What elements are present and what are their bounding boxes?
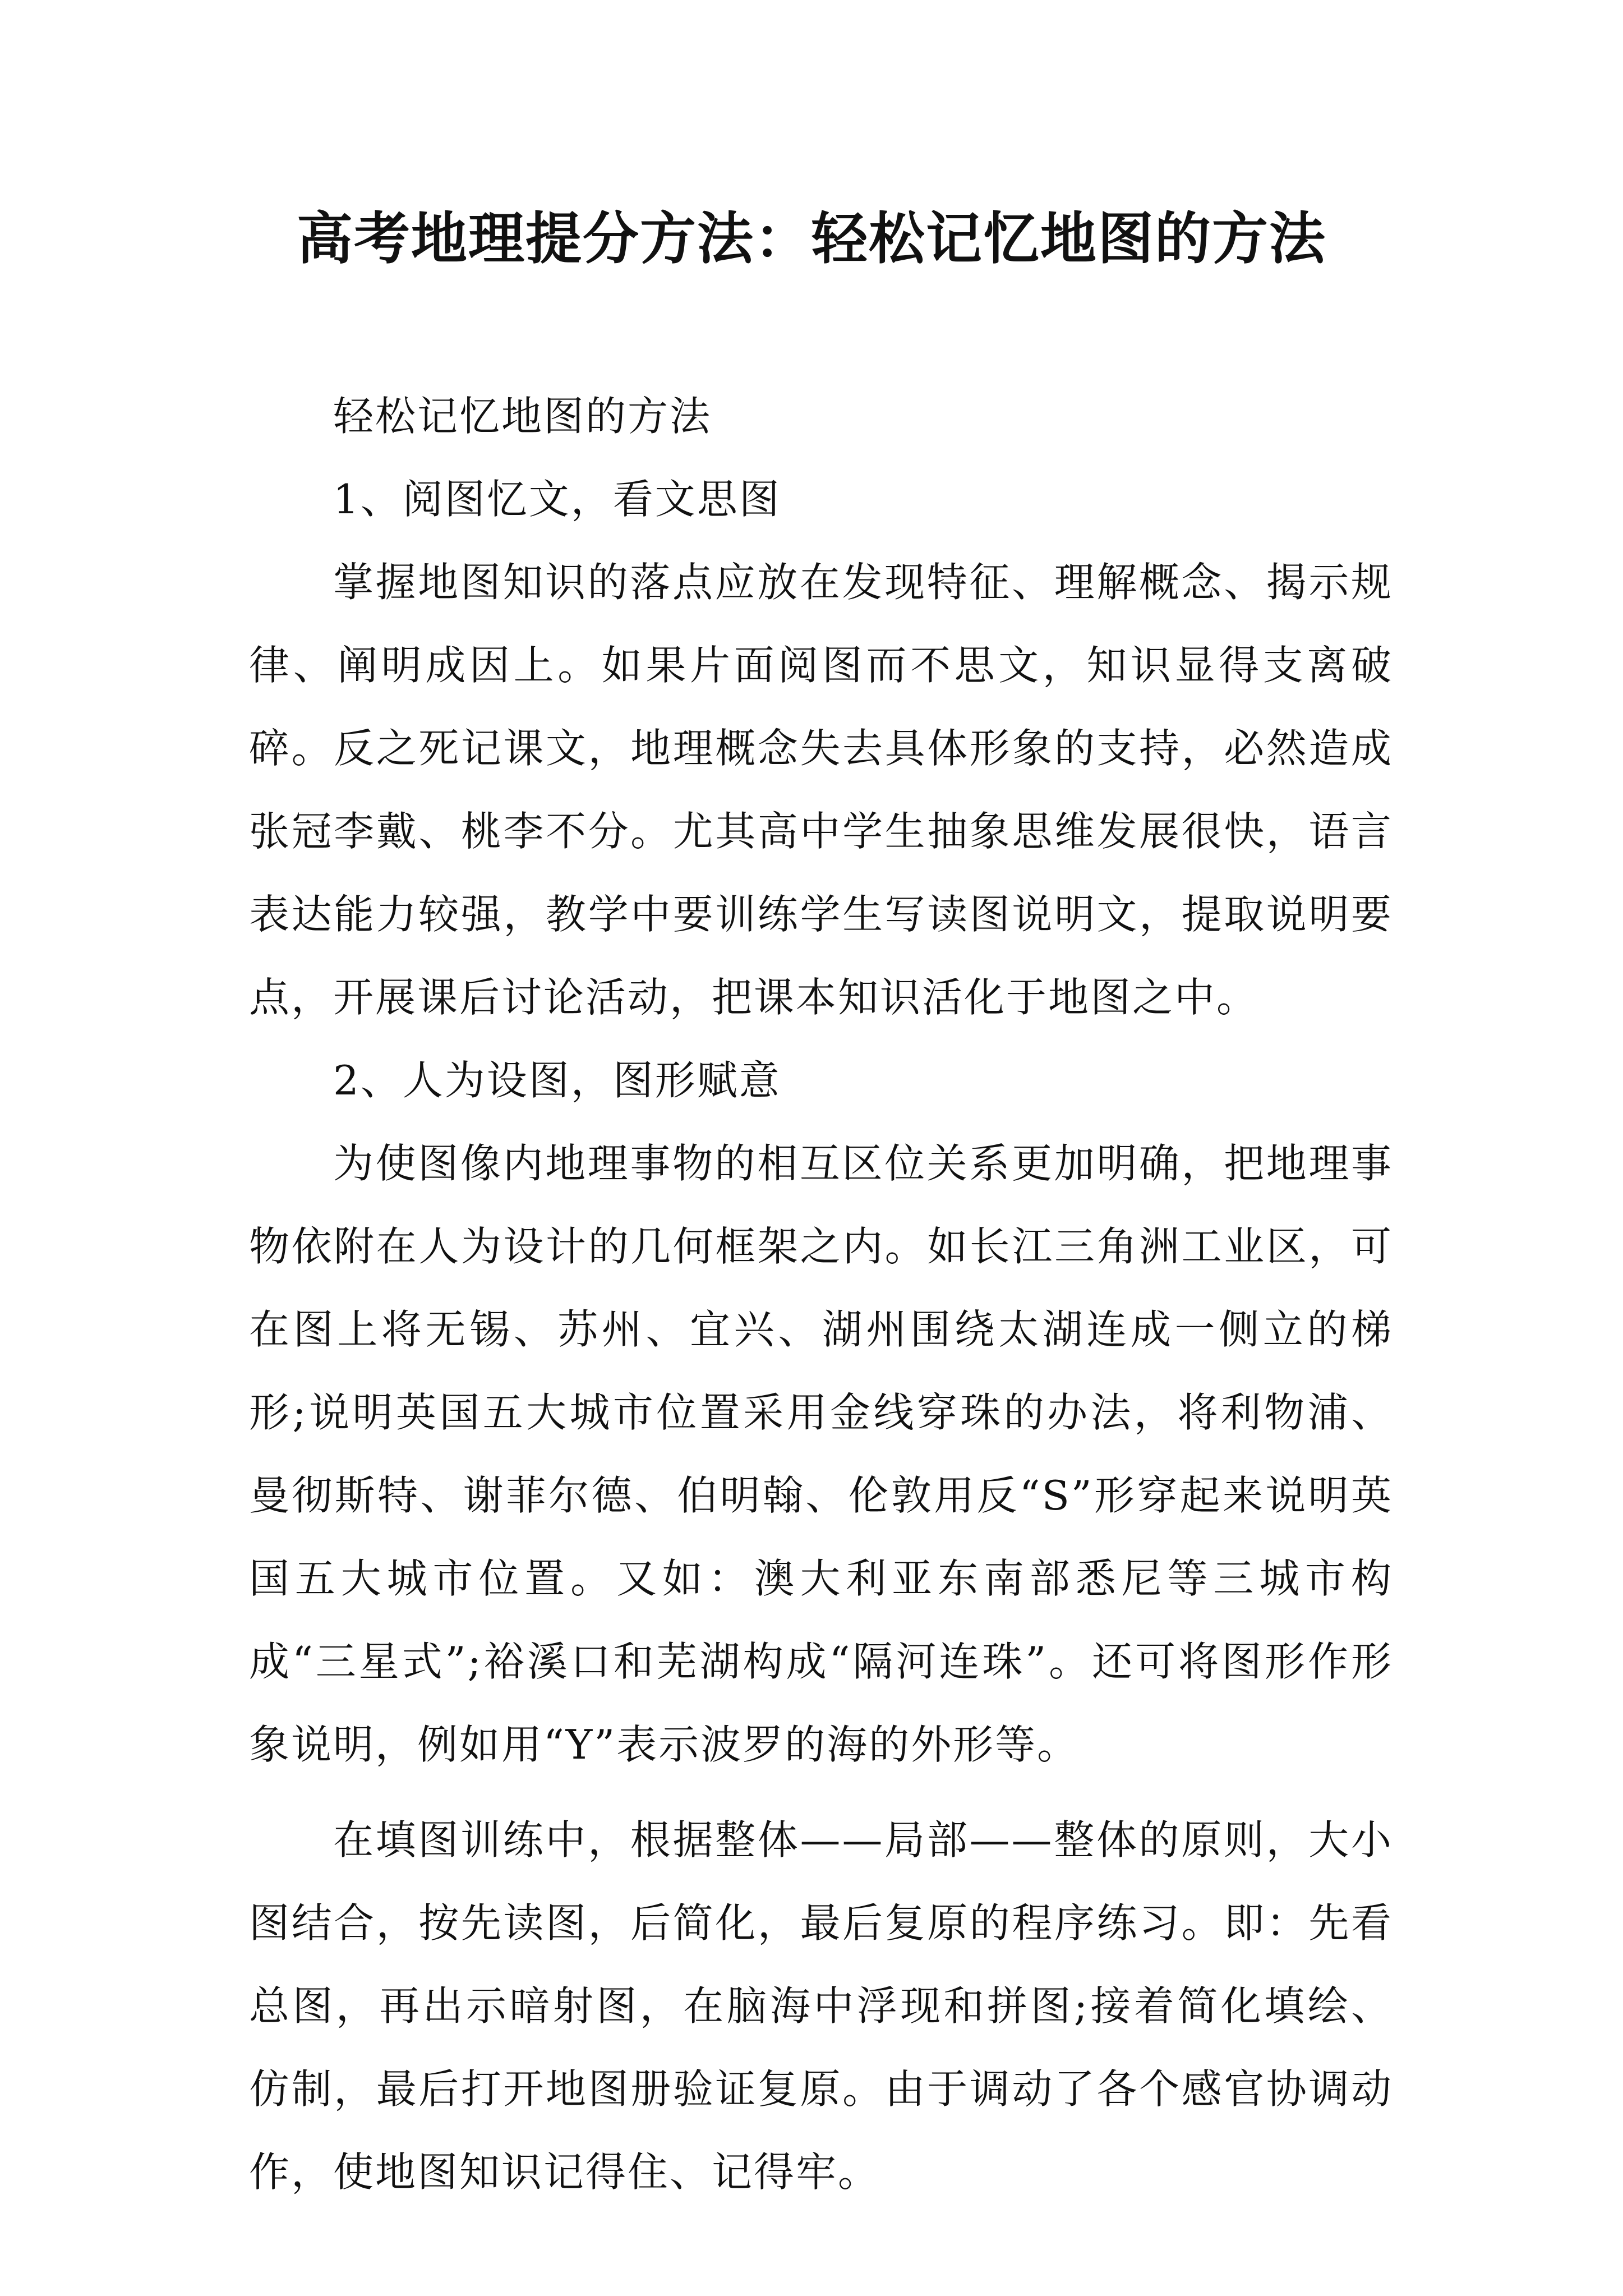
- document-body: [249, 375, 1393, 2214]
- paragraph-3: 在填图训练中，根据整体——局部——整体的原则，大小图结合，按先读图，后简化，最后复原的程序练习。即：先看总图，再出示暗射图，在脑海中浮现和拼图;接着简化填绘、仿制，最后打开地图册验证复原。由于调动了各个感官协调动作，使地图知识记得住、记得牢。: [249, 1816, 1393, 2196]
- section-heading-main: 轻松记忆地图的方法: [333, 393, 712, 440]
- section-heading-1: 1、阅图忆文，看文思图: [333, 476, 781, 523]
- paragraph-2: 为使图像内地理事物的相互区位关系更加明确，把地理事物依附在人为设计的几何框架之内。如长江三角洲工业区，可在图上将无锡、苏州、宜兴、湖州围绕太湖连成一侧立的梯形;说明英国五大城市位置采用金线穿珠的办法，将利物浦、曼彻斯特、谢菲尔德、伯明翰、伦敦用反“S”形穿起来说明英国五大城市位置。又如：澳大利亚东南部悉尼等三城市构成“三星式”;裕溪口和芜湖构成“隔河连珠”。还可将图形作形象说明，例如用“Y”表示波罗的海的外形等。: [249, 1140, 1393, 1768]
- paragraph-1: 掌握地图知识的落点应放在发现特征、理解概念、揭示规律、阐明成因上。如果片面阅图而不思文，知识显得支离破碎。反之死记课文，地理概念失去具体形象的支持，必然造成张冠李戴、桃李不分。尤其高中学生抽象思维发展很快，语言表达能力较强，教学中要训练学生写读图说明文，提取说明要点，开展课后讨论活动，把课本知识活化于地图之中。: [249, 559, 1393, 1021]
- document-title: 高考地理提分方法：轻松记忆地图的方法: [297, 205, 1326, 272]
- section-heading-2: 2、人为设图，图形赋意: [333, 1057, 781, 1104]
